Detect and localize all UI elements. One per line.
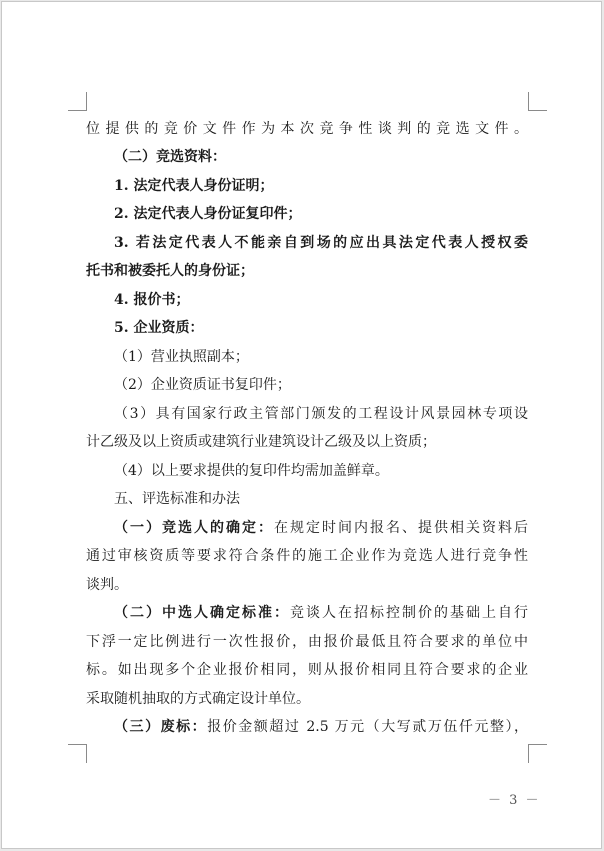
list-item: 3. 若法定代表人不能亲自到场的应出具法定代表人授权委 — [114, 235, 528, 251]
paragraph-line: （二）中选人确定标准：竞谈人在招标控制价的基础上自行 — [114, 605, 528, 621]
text-line: 位提供的竞价文件作为本次竞争性谈判的竞选文件。 — [86, 121, 528, 137]
list-item: 1. 法定代表人身份证明； — [114, 178, 274, 194]
page-number: － 3 － — [488, 793, 541, 808]
chapter-heading: 五、评选标准和办法 — [114, 491, 240, 507]
list-item: 5. 企业资质： — [114, 320, 204, 336]
list-item-continued: 托书和被委托人的身份证； — [86, 263, 254, 279]
paragraph-line: （三）废标：报价金额超过 2.5 万元（大写贰万伍仟元整）， — [114, 719, 529, 735]
section-heading: （二）竞选资料： — [114, 149, 226, 165]
paragraph-line: 采取随机抽取的方式确定设计单位。 — [86, 691, 310, 707]
document-page — [1, 1, 602, 849]
list-item: 4. 报价书； — [114, 292, 190, 308]
sub-list-item: （3）具有国家行政主管部门颁发的工程设计风景园林专项设 — [114, 406, 528, 422]
list-item: 2. 法定代表人身份证复印件； — [114, 206, 302, 222]
sub-list-item: （4）以上要求提供的复印件均需加盖鲜章。 — [114, 463, 389, 479]
crop-mark-top-left — [68, 92, 87, 111]
crop-mark-bottom-left — [68, 744, 87, 763]
paragraph-line: 标。如出现多个企业报价相同，则从报价相同且符合要求的企业 — [86, 662, 528, 678]
paragraph-line: 通过审核资质等要求符合条件的施工企业作为竞选人进行竞争性 — [86, 548, 528, 564]
paragraph-line: 下浮一定比例进行一次性报价，由报价最低且符合要求的单位中 — [86, 634, 528, 650]
sub-list-item-continued: 计乙级及以上资质或建筑行业建筑设计乙级及以上资质； — [86, 434, 436, 450]
paragraph-line: 谈判。 — [86, 577, 128, 593]
crop-mark-top-right — [528, 92, 547, 111]
sub-list-item: （2）企业资质证书复印件； — [114, 377, 291, 393]
paragraph-line: （一）竞选人的确定：在规定时间内报名、提供相关资料后 — [114, 520, 528, 536]
crop-mark-bottom-right — [528, 744, 547, 763]
sub-list-item: （1）营业执照副本； — [114, 349, 249, 365]
